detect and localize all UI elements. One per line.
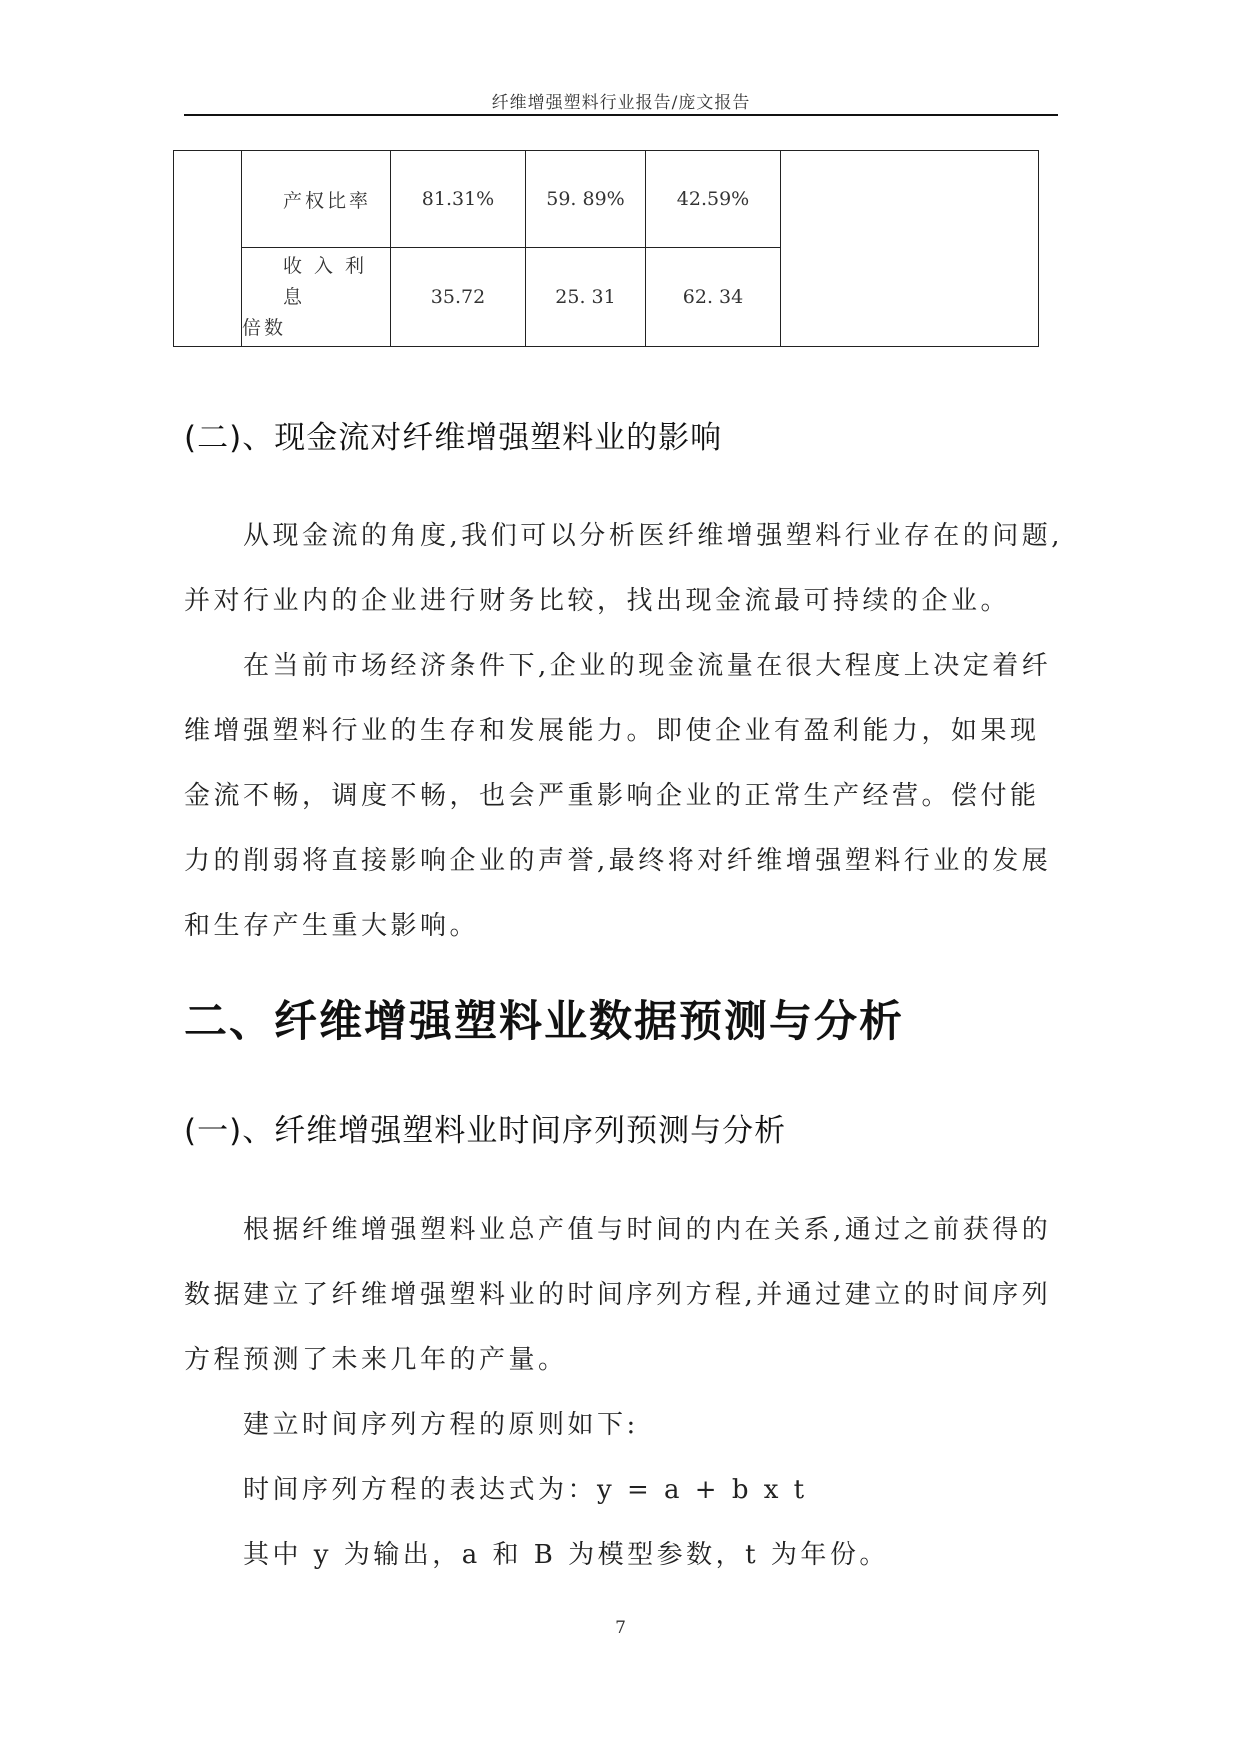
chapter-heading: 二、纤维增强塑料业数据预测与分析 xyxy=(184,997,904,1047)
paragraph: 从现金流的角度,我们可以分析医纤维增强塑料行业存在的问题,并对行业内的企业进行财务比较，找出现金流最可持续的企业。 xyxy=(184,521,1064,616)
table-row-label xyxy=(242,151,391,248)
table-cell: 62. 34 xyxy=(646,248,781,347)
equation-paragraph: 时间序列方程的表达式为：y = a + b x t xyxy=(243,1475,808,1505)
table-row-label-line: 收入利息 xyxy=(283,254,377,308)
financial-ratio-table xyxy=(173,150,1039,347)
table-cell: 81.31% xyxy=(391,151,526,248)
table-row-label xyxy=(242,248,391,347)
table-cell-blank xyxy=(174,151,242,347)
table-cell: 35.72 xyxy=(391,248,526,347)
table-cell-blank xyxy=(781,151,1039,347)
paragraph: 根据纤维增强塑料业总产值与时间的内在关系,通过之前获得的数据建立了纤维增强塑料业的时间序列方程,并通过建立的时间序列方程预测了未来几年的产量。 xyxy=(184,1215,1052,1375)
table-row-label-text: 产权比率 xyxy=(283,189,372,212)
table-cell: 42.59% xyxy=(646,151,781,248)
paragraph: 在当前市场经济条件下,企业的现金流量在很大程度上决定着纤维增强塑料行业的生存和发展能力。即使企业有盈利能力，如果现金流不畅，调度不畅，也会严重影响企业的正常生产经营。偿付能力的削弱将直接影响企业的声誉,最终将对纤维增强塑料行业的发展和生存产生重大影响。 xyxy=(184,651,1052,941)
header-rule xyxy=(184,114,1058,116)
page-header: 纤维增强塑料行业报告/庞文报告 xyxy=(491,93,751,113)
section-heading-timeseries: (一)、纤维增强塑料业时间序列预测与分析 xyxy=(184,1113,787,1149)
table-cell: 59. 89% xyxy=(526,151,646,248)
table-row xyxy=(174,151,1039,248)
paragraph: 其中 y 为输出，a 和 B 为模型参数，t 为年份。 xyxy=(243,1540,889,1570)
page-number: 7 xyxy=(615,1618,626,1638)
section-heading-cashflow: (二)、现金流对纤维增强塑料业的影响 xyxy=(184,420,723,456)
table-cell: 25. 31 xyxy=(526,248,646,347)
paragraph: 建立时间序列方程的原则如下: xyxy=(243,1410,639,1440)
table-row-label-line: 倍数 xyxy=(242,316,287,339)
